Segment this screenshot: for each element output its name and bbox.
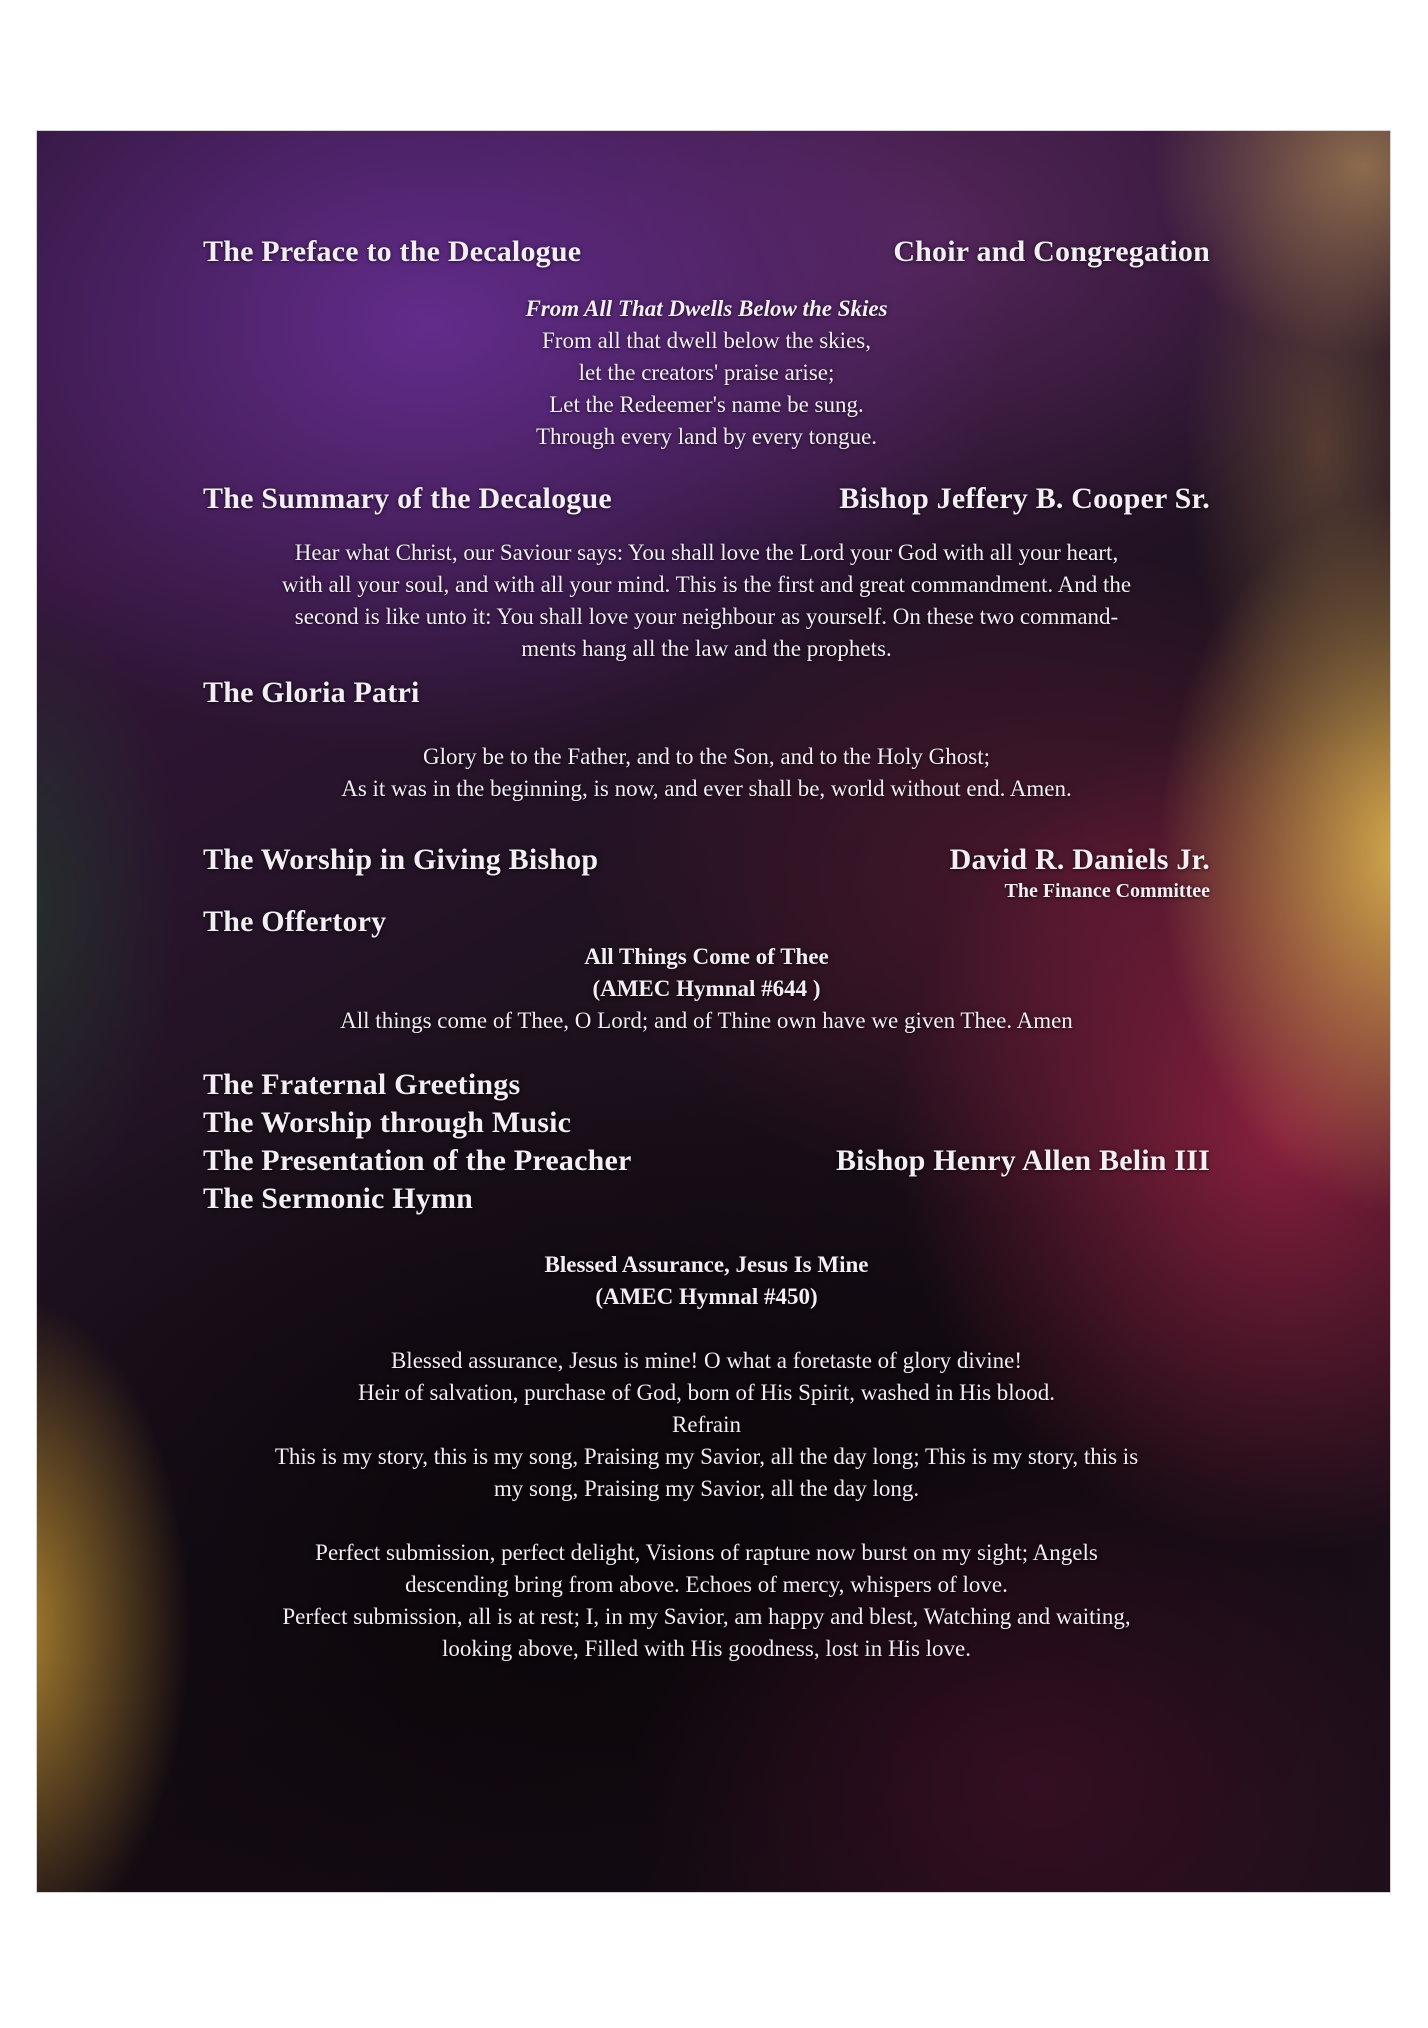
order-item-fraternal-greetings: The Fraternal Greetings — [203, 1068, 521, 1101]
offertory-hymn-line: All things come of Thee, O Lord; and of Thine own have we given Thee. Amen — [340, 1008, 1073, 1033]
finance-committee-note: The Finance Committee — [1004, 880, 1210, 902]
summary-line: second is like unto it: You shall love your neighbour as yourself. On these two command- — [294, 604, 1119, 629]
hymn-refrain-label: Refrain — [672, 1412, 741, 1437]
item-leader-presentation: Bishop Henry Allen Belin III — [835, 1144, 1210, 1177]
sermonic-hymn-title: Blessed Assurance, Jesus Is Mine — [544, 1252, 869, 1277]
opening-hymn-title: From All That Dwells Below the Skies — [525, 296, 888, 321]
opening-hymn-line: Let the Redeemer's name be sung. — [549, 392, 864, 417]
offertory-hymn-block — [203, 941, 1210, 1037]
hymn-verse-line: looking above, Filled with His goodness, lost in His love. — [442, 1636, 971, 1661]
order-item-preface — [203, 233, 1210, 271]
order-item-worship-through-music: The Worship through Music — [203, 1106, 572, 1139]
order-item-worship-in-giving — [203, 841, 1210, 879]
sermonic-hymn-ref: (AMEC Hymnal #450) — [595, 1284, 818, 1309]
hymn-verse-line: my song, Praising my Savior, all the day long. — [493, 1476, 920, 1501]
item-title-presentation: The Presentation of the Preacher — [203, 1144, 632, 1177]
hymn-verse-line: This is my story, this is my song, Praising my Savior, all the day long; This is my story, this is — [274, 1444, 1139, 1469]
summary-text-block — [203, 537, 1210, 665]
item-title-giving: The Worship in Giving Bishop — [203, 843, 599, 876]
sermonic-hymn-verse2 — [203, 1537, 1210, 1665]
item-title-preface: The Preface to the Decalogue — [203, 235, 582, 268]
hymn-verse-line: Heir of salvation, purchase of God, born of His Spirit, washed in His blood. — [358, 1380, 1055, 1405]
hymn-verse-line: Perfect submission, perfect delight, Visions of rapture now burst on my sight; Angels — [315, 1540, 1098, 1565]
item-leader-giving: David R. Daniels Jr. — [949, 843, 1210, 876]
offertory-hymn-ref: (AMEC Hymnal #644 ) — [592, 976, 821, 1001]
item-leader-preface: Choir and Congregation — [893, 235, 1210, 268]
order-item-gloria-patri: The Gloria Patri — [203, 676, 420, 709]
opening-hymn-line: Through every land by every tongue. — [535, 424, 878, 449]
summary-line: Hear what Christ, our Saviour says: You shall love the Lord your God with all your heart, — [294, 540, 1119, 565]
order-items-stack — [203, 1066, 1210, 1218]
summary-line: with all your soul, and with all your mind. This is the first and great commandment. And the — [281, 572, 1132, 597]
order-of-service — [37, 131, 1390, 1665]
hymn-verse-line: Perfect submission, all is at rest; I, in my Savior, am happy and blest, Watching and waiting, — [282, 1604, 1131, 1629]
opening-hymn-line: From all that dwell below the skies, — [542, 328, 871, 353]
order-item-sermonic-hymn: The Sermonic Hymn — [203, 1182, 474, 1215]
order-item-presentation — [203, 1142, 1210, 1180]
hymn-verse-line: descending bring from above. Echoes of mercy, whispers of love. — [405, 1572, 1008, 1597]
opening-hymn-line: let the creators' praise arise; — [578, 360, 835, 385]
opening-hymn-block — [203, 293, 1210, 453]
hymn-verse-line: Blessed assurance, Jesus is mine! O what a foretaste of glory divine! — [390, 1348, 1023, 1373]
sermonic-hymn-verse1 — [203, 1345, 1210, 1505]
gloria-line: Glory be to the Father, and to the Son, and to the Holy Ghost; — [423, 744, 990, 769]
gloria-line: As it was in the beginning, is now, and ever shall be, world without end. Amen. — [341, 776, 1072, 801]
item-title-summary: The Summary of the Decalogue — [203, 482, 612, 515]
order-item-summary — [203, 480, 1210, 518]
offertory-hymn-title: All Things Come of Thee — [584, 944, 829, 969]
sermonic-hymn-title-block — [203, 1249, 1210, 1313]
order-item-offertory: The Offertory — [203, 905, 387, 938]
program-panel — [37, 131, 1390, 1892]
gloria-patri-block — [203, 741, 1210, 805]
summary-line: ments hang all the law and the prophets. — [521, 636, 892, 661]
item-leader-summary: Bishop Jeffery B. Cooper Sr. — [839, 482, 1210, 515]
